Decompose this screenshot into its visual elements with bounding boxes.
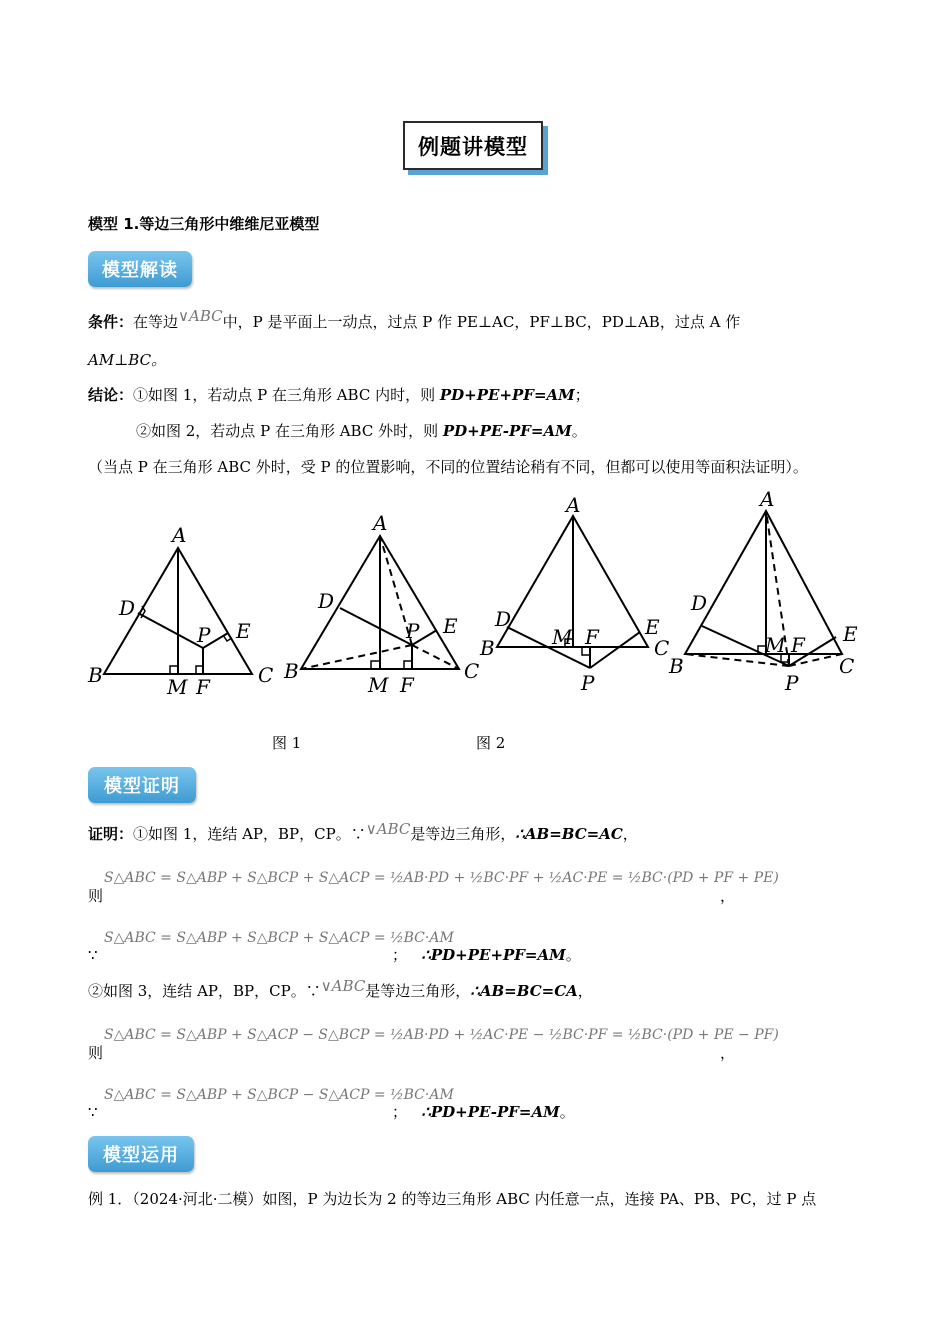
proof-line-2: ②如图 3，连结 AP，BP，CP。∵∨ABC是等边三角形，∴AB=BC=CA， [88, 977, 593, 1000]
figures-svg [80, 485, 880, 710]
figure-2b [685, 511, 842, 666]
label-C2: C [464, 659, 480, 683]
example-1: 例 1．（2024·河北·二模）如图，P 为边长为 2 的等边三角形 ABC 内任意一点，连接 PA、PB、PC，过 P 点 [88, 1190, 817, 1208]
label-E2: E [443, 614, 458, 638]
proof-ze-2: 则 [88, 1044, 104, 1062]
page-title: 例题讲模型 [403, 121, 543, 170]
fig2-caption: 图 2 [476, 734, 506, 752]
proof-line-1: 证明：①如图 1，连结 AP，BP，CP。∵∨ABC是等边三角形，∴AB=BC=AC， [88, 820, 638, 843]
label-D4: D [691, 591, 708, 615]
conclusion-line-1: 结论：①如图 1，若动点 P 在三角形 ABC 内时，则 PD+PE+PF=AM； [88, 386, 590, 404]
label-M2: M [368, 673, 389, 697]
figure-2 [497, 516, 648, 668]
label-A2: A [373, 511, 388, 535]
label-P1: P [197, 623, 211, 647]
label-F3: F [585, 625, 599, 649]
label-E1: E [236, 619, 251, 643]
label-C4: C [839, 654, 855, 678]
label-P3: P [581, 671, 595, 695]
label-F2: F [400, 673, 414, 697]
label-A3: A [566, 493, 581, 517]
label-E4: E [843, 622, 858, 646]
because-1: ∵ [88, 946, 98, 964]
label-F4: F [791, 633, 805, 657]
proof-result-2: ； ∴PD+PE-PF=AM。 [392, 1103, 575, 1121]
label-A1: A [172, 523, 187, 547]
because-2: ∵ [88, 1103, 98, 1121]
conclusion-line-2: ②如图 2，若动点 P 在三角形 ABC 外时，则 PD+PE-PF=AM。 [136, 422, 587, 440]
proof-result-1: ； ∴PD+PE+PF=AM。 [392, 946, 581, 964]
badge-interpret: 模型解读 [88, 251, 192, 287]
label-F1: F [196, 675, 210, 699]
label-D1: D [119, 596, 136, 620]
condition-line-1: 条件：在等边∨ABC中，P 是平面上一动点，过点 P 作 PE⊥AC，PF⊥BC，PD⊥AB，过点 A 作 [88, 307, 741, 331]
equation-1: S△ABC = S△ABP + S△BCP + S△ACP = ½AB·PD + ½BC·PF + ½AC·PE = ½BC·(PD + PF + PE) [104, 870, 779, 886]
label-E3: E [645, 615, 660, 639]
label-B3: B [480, 636, 495, 660]
equation-4: S△ABC = S△ABP + S△BCP − S△ACP = ½BC·AM [104, 1087, 454, 1103]
label-P4: P [785, 671, 799, 695]
eq1-comma: ， [720, 887, 736, 905]
fig1-caption: 图 1 [272, 734, 302, 752]
label-D3: D [495, 607, 512, 631]
label-C3: C [654, 636, 670, 660]
label-C1: C [258, 663, 274, 687]
label-B1: B [88, 663, 103, 687]
label-M4: M [765, 633, 786, 657]
equation-3: S△ABC = S△ABP + S△ACP − S△BCP = ½AB·PD + ½AC·PE − ½BC·PF = ½BC·(PD + PE − PF) [104, 1027, 779, 1043]
label-A4: A [760, 487, 775, 511]
label-P2: P [406, 619, 420, 643]
badge-proof: 模型证明 [88, 767, 196, 803]
eq3-comma: ， [720, 1044, 736, 1062]
condition-line-2: AM⊥BC。 [88, 351, 167, 369]
equation-2: S△ABC = S△ABP + S△BCP + S△ACP = ½BC·AM [104, 930, 454, 946]
label-B2: B [284, 659, 299, 683]
label-M3: M [552, 625, 573, 649]
conclusion-note: （当点 P 在三角形 ABC 外时，受 P 的位置影响，不同的位置结论稍有不同，但都可以使用等面积法证明）。 [88, 458, 808, 476]
badge-apply: 模型运用 [88, 1136, 194, 1172]
proof-ze-1: 则 [88, 887, 104, 905]
label-B4: B [669, 654, 684, 678]
model-heading: 模型 1.等边三角形中维维尼亚模型 [88, 215, 320, 233]
label-D2: D [318, 589, 335, 613]
label-M1: M [167, 675, 188, 699]
